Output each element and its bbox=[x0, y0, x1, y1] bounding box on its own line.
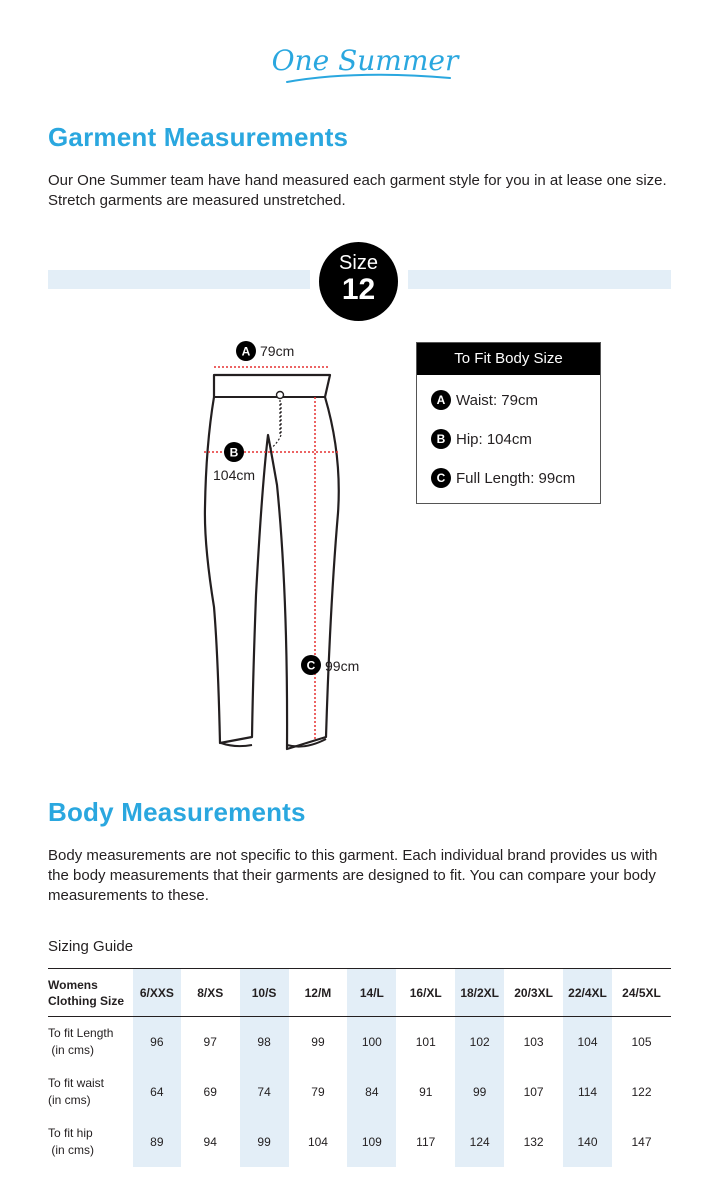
measure-c-value: 99cm bbox=[325, 658, 360, 674]
measure-a-value: 79cm bbox=[260, 343, 295, 359]
column-header: 16/XL bbox=[409, 985, 442, 1000]
fit-box-title: To Fit Body Size bbox=[417, 343, 600, 375]
fit-hip-text: Hip: 104cm bbox=[456, 430, 532, 448]
badge-a: A bbox=[431, 390, 451, 410]
column-header: 18/2XL bbox=[460, 985, 500, 1000]
table-cell: 102 bbox=[469, 1034, 490, 1049]
row-label: To fit waist (in cms) bbox=[48, 1075, 105, 1107]
pants-diagram bbox=[190, 335, 390, 760]
table-cell: 74 bbox=[257, 1084, 271, 1099]
size-band-left bbox=[48, 270, 310, 289]
table-cell: 107 bbox=[523, 1084, 544, 1099]
column-header: 24/5XL bbox=[622, 985, 661, 1000]
garment-measurements-title: Garment Measurements bbox=[48, 122, 349, 152]
sizing-table bbox=[48, 968, 671, 1167]
table-cell: 109 bbox=[361, 1134, 382, 1149]
header-clothing-size: Womens Clothing Size bbox=[48, 977, 124, 1008]
table-row bbox=[48, 1017, 671, 1067]
table-cell: 104 bbox=[307, 1134, 328, 1149]
measure-b-letter: B bbox=[229, 445, 239, 460]
table-cell: 103 bbox=[523, 1034, 544, 1049]
garment-description: Our One Summer team have hand measured each garment style for you in at lease one size. Stretch garments are measured unstretched. bbox=[48, 172, 667, 209]
table-cell: 104 bbox=[577, 1034, 598, 1049]
fit-body-size-box bbox=[416, 342, 601, 504]
measure-c-letter: C bbox=[306, 658, 316, 673]
table-cell: 100 bbox=[361, 1034, 382, 1049]
table-cell: 98 bbox=[257, 1034, 271, 1049]
table-cell: 117 bbox=[416, 1134, 436, 1149]
column-header: 6/XXS bbox=[139, 985, 174, 1000]
fit-row-hip bbox=[431, 429, 600, 449]
table-cell: 114 bbox=[577, 1084, 598, 1099]
brand-logo bbox=[265, 20, 465, 100]
table-header-row bbox=[48, 969, 671, 1017]
column-header: 12/M bbox=[304, 985, 332, 1000]
measure-b-value: 104cm bbox=[213, 467, 256, 483]
table-cell: 96 bbox=[150, 1034, 164, 1049]
badge-c: C bbox=[431, 468, 451, 488]
row-label: To fit hip (in cms) bbox=[48, 1125, 95, 1157]
column-header: 20/3XL bbox=[514, 985, 553, 1000]
fit-waist-text: Waist: 79cm bbox=[456, 391, 538, 409]
table-cell: 97 bbox=[203, 1034, 217, 1049]
column-header: 10/S bbox=[251, 985, 277, 1000]
fit-row-waist bbox=[431, 390, 600, 410]
badge-b: B bbox=[431, 429, 451, 449]
table-cell: 89 bbox=[150, 1134, 164, 1149]
table-cell: 122 bbox=[631, 1084, 652, 1099]
column-header: 22/4XL bbox=[568, 985, 607, 1000]
row-label: To fit Length (in cms) bbox=[48, 1025, 114, 1057]
table-row bbox=[48, 1067, 671, 1117]
table-cell: 94 bbox=[203, 1134, 217, 1149]
table-cell: 64 bbox=[150, 1084, 164, 1099]
size-badge bbox=[319, 242, 398, 321]
fit-row-length bbox=[431, 468, 600, 488]
size-value: 12 bbox=[341, 273, 376, 306]
size-label: Size bbox=[339, 252, 378, 274]
column-header: 14/L bbox=[359, 985, 384, 1000]
table-cell: 132 bbox=[523, 1134, 544, 1149]
table-cell: 105 bbox=[631, 1034, 652, 1049]
table-cell: 101 bbox=[415, 1034, 436, 1049]
measure-a-letter: A bbox=[241, 344, 251, 359]
table-cell: 99 bbox=[472, 1084, 487, 1099]
table-cell: 147 bbox=[631, 1134, 652, 1149]
logo-text: One Summer bbox=[271, 44, 459, 77]
table-cell: 140 bbox=[577, 1134, 598, 1149]
table-cell: 84 bbox=[365, 1084, 379, 1099]
table-cell: 69 bbox=[203, 1084, 217, 1099]
body-measurements-title: Body Measurements bbox=[48, 797, 306, 827]
table-cell: 99 bbox=[311, 1034, 325, 1049]
column-header: 8/XS bbox=[197, 985, 224, 1000]
size-band-right bbox=[408, 270, 671, 289]
table-cell: 79 bbox=[311, 1084, 325, 1099]
table-cell: 91 bbox=[419, 1084, 433, 1099]
table-cell: 99 bbox=[257, 1134, 271, 1149]
table-row bbox=[48, 1117, 671, 1167]
table-cell: 124 bbox=[469, 1134, 490, 1149]
sizing-guide-label: Sizing Guide bbox=[48, 938, 134, 955]
body-description: Body measurements are not specific to this garment. Each individual brand provides us with the body measurements that their garments are designed to fit. You can compare your body measurements to these. bbox=[48, 847, 658, 904]
fit-length-text: Full Length: 99cm bbox=[456, 469, 576, 487]
